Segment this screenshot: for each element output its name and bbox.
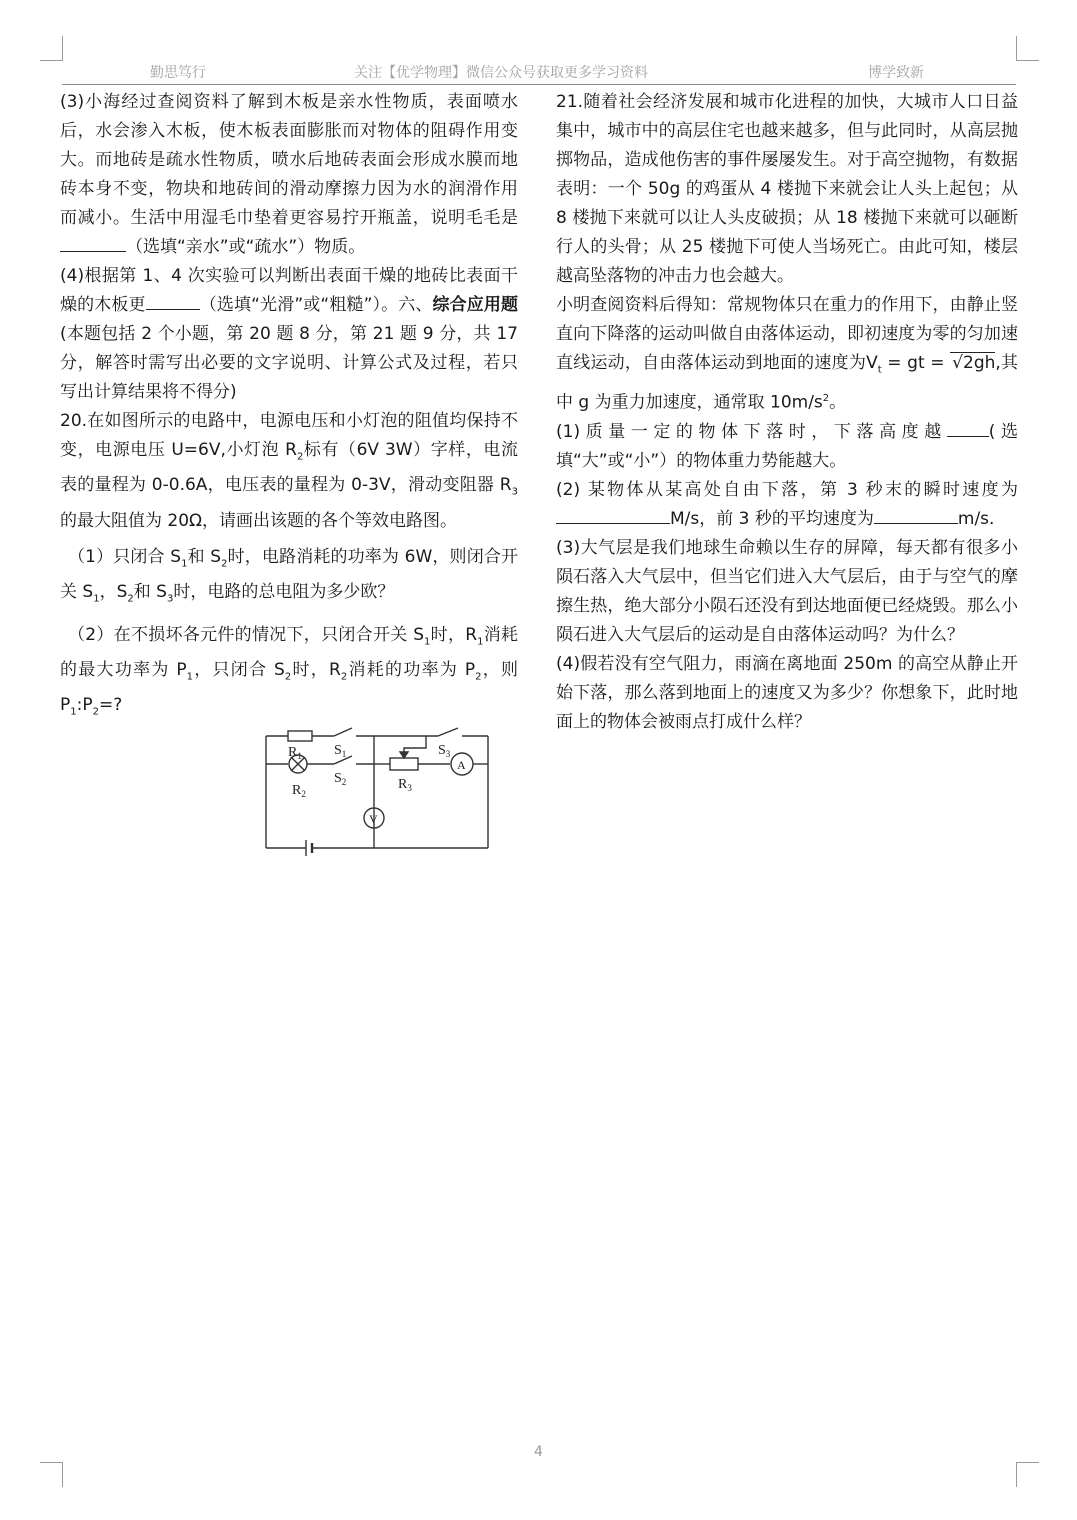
text: 时，电路消耗的功率为 6W，则闭合开关 S — [60, 546, 518, 603]
subscript: 1 — [93, 593, 100, 605]
question-3-paragraph — [60, 88, 518, 262]
question-21-part-2 — [556, 476, 1018, 534]
text: 时，电路的总电阻为多少欧？ — [173, 582, 395, 603]
question-20-text-c: 的最大阻值为 20Ω，请画出该题的各个等效电路图。 — [60, 510, 458, 531]
circuit-diagram — [262, 724, 492, 856]
crop-mark-top-left — [40, 36, 63, 61]
label-s3: $S_3$ — [438, 743, 451, 759]
right-column — [556, 88, 1018, 737]
text: m/s. — [957, 509, 995, 530]
voltmeter-label: V — [369, 812, 378, 826]
subscript: 2 — [284, 671, 292, 683]
text: （2）在不损坏各元件的情况下，只闭合开关 S — [68, 624, 425, 645]
answer-blank — [556, 505, 670, 524]
answer-blank — [146, 291, 200, 310]
question-21-stem: 21.随着社会经济发展和城市化进程的加快，大城市人口日益集中，城市中的高层住宅也越来越多，但与此同时，从高层抛掷物品，造成他伤害的事件屡屡发生。对于高空抛物，有数据表明：一个 50g 的鸡蛋从 4 楼抛下来就会让人头上起包；从 8 楼抛下来就可以让人头皮破损；从 18 楼抛下来就可以砸断行人的头骨；从 25 楼抛下可使人当场死亡。由此可知，楼层越高坠落物的冲击力也会越大。 — [556, 92, 1018, 286]
label-r3: $R_3$ — [398, 777, 412, 793]
sqrt-formula: √2gh — [952, 353, 996, 373]
crop-mark-bottom-left — [40, 1462, 63, 1487]
answer-blank — [60, 233, 126, 252]
text: 和 S — [187, 546, 222, 567]
text: 时，R — [430, 624, 478, 645]
question-4-text: (4)根据第 1、4 次实验可以判断出表面干燥的地砖比表面干燥的木板更 — [60, 266, 518, 315]
subscript: 3 — [511, 486, 518, 498]
text: ,其中 g 为重力加速度，通常取 10m/s — [556, 353, 1019, 414]
text: ，只闭合 S — [192, 659, 285, 680]
superscript: 2 — [822, 393, 830, 405]
question-21-part-4: (4)假若没有空气阻力，雨滴在离地面 250m 的高空从静止开始下落，那么落到地面上的速度又为多少？你想象下，此时地面上的物体会被雨点打成什么样？ — [556, 654, 1018, 733]
question-3-text: (3)小海经过查阅资料了解到木板是亲水性物质，表面喷水后，水会渗入木板，使木板表面膨胀而对物体的阻碍作用变大。而地砖是疏水性物质，喷水后地砖表面会形成水膜而地砖本身不变，物块和地砖间的滑动摩擦力因为水的润滑作用而减小。生活中用湿毛巾垫着更容易拧开瓶盖，说明毛毛是 — [60, 92, 518, 228]
crop-mark-bottom-right — [1016, 1462, 1039, 1487]
question-20-stem — [60, 407, 518, 536]
header-left-motto: 勤思笃行 — [150, 65, 206, 81]
subscript: 2 — [92, 706, 99, 718]
text: 时，R — [291, 659, 341, 680]
text: (选填“大”或“小”）的物体重力势能越大。 — [556, 422, 1018, 472]
subscript: 2 — [475, 671, 482, 683]
label-r2: $R_2$ — [292, 783, 306, 799]
text: ，S — [99, 582, 128, 603]
answer-blank — [874, 505, 958, 524]
answer-blank — [947, 418, 989, 437]
page-number: 4 — [534, 1444, 543, 1460]
text: =? — [99, 695, 123, 716]
text: 和 S — [133, 582, 167, 603]
label-s1: $S_1$ — [334, 743, 347, 759]
text: 消耗的最大功率为 P — [60, 624, 519, 680]
question-20-text-a: 20.在如图所示的电路中，电源电压和小灯泡的阻值均保持不变，电源电压 U=6V,小灯泡 R — [60, 411, 518, 460]
ammeter-label: A — [457, 758, 466, 772]
text: :P — [76, 695, 93, 716]
subscript: 2 — [127, 593, 134, 605]
question-21-part-3: (3)大气层是我们地球生命赖以生存的屏障，每天都有很多小陨石落入大气层中，但当它们进入大气层后，由于与空气的摩擦生热，绝大部分小陨石还没有到达地面便已经烧毁。那么小陨石进入大气层后的运动是自由落体运动吗？为什么？ — [556, 538, 1018, 646]
text: ，则 P — [60, 659, 519, 716]
question-4-tail: （选填“光滑”或“粗糙”）。六、 — [199, 295, 433, 315]
text: V — [866, 353, 878, 373]
subscript: 1 — [424, 635, 431, 647]
text: 小明查阅资料后得知：常规物体只在重力的作用下，由静止竖直向下降落的运动叫做自由落体运动，即初速度为零的匀加速直线运动，自由落体运动到地面的速度为 — [556, 295, 1018, 373]
question-20-part-1 — [60, 543, 518, 614]
sqrt-content: 2gh — [963, 353, 996, 373]
label-r1: $R_1$ — [288, 745, 302, 761]
crop-mark-top-right — [1016, 36, 1039, 61]
text: = gt = — [881, 353, 951, 373]
subscript: 1 — [477, 635, 484, 647]
question-21-part-1 — [556, 418, 1018, 476]
subscript: 2 — [296, 451, 304, 463]
page-header — [62, 62, 1016, 84]
question-4-paragraph — [60, 262, 518, 407]
subscript: 2 — [340, 671, 348, 683]
subscript: 1 — [186, 671, 193, 683]
subscript: t — [877, 364, 882, 376]
left-column — [60, 88, 518, 727]
section-instructions: (本题包括 2 个小题，第 20 题 8 分，第 21 题 9 分，共 17 分，解答时需写出必要的文字说明、计算公式及过程，若只写出计算结果将不得分) — [60, 324, 518, 402]
subscript: 1 — [181, 558, 188, 570]
label-s2: $S_2$ — [334, 771, 347, 787]
text: (2) 某物体从某高处自由下落，第 3 秒末的瞬时速度为 — [556, 480, 1018, 501]
section-title: 综合应用题 — [432, 295, 519, 315]
free-fall-info — [556, 291, 1018, 418]
text: (1)质量一定的物体下落时，下落高度越 — [556, 422, 947, 443]
header-center-notice: 关注【优学物理】微信公众号获取更多学习资料 — [354, 65, 648, 81]
question-20-text-b: 标有（6V 3W）字样，电流表的量程为 0-0.6A，电压表的量程为 0-3V，滑动变阻器 R — [60, 440, 518, 496]
text: M/s，前 3 秒的平均速度为 — [670, 509, 874, 530]
subscript: 1 — [70, 706, 77, 718]
question-3-tail: （选填“亲水”或“疏水”）物质。 — [126, 237, 366, 257]
question-20-part-2 — [60, 621, 518, 727]
subscript: 2 — [221, 558, 228, 570]
header-divider — [62, 84, 1016, 85]
subscript: 3 — [166, 593, 174, 605]
text: 消耗的功率为 P — [347, 659, 476, 680]
text: （1）只闭合 S — [68, 546, 182, 567]
header-right-motto: 博学致新 — [868, 65, 924, 81]
text: 。 — [829, 393, 847, 414]
